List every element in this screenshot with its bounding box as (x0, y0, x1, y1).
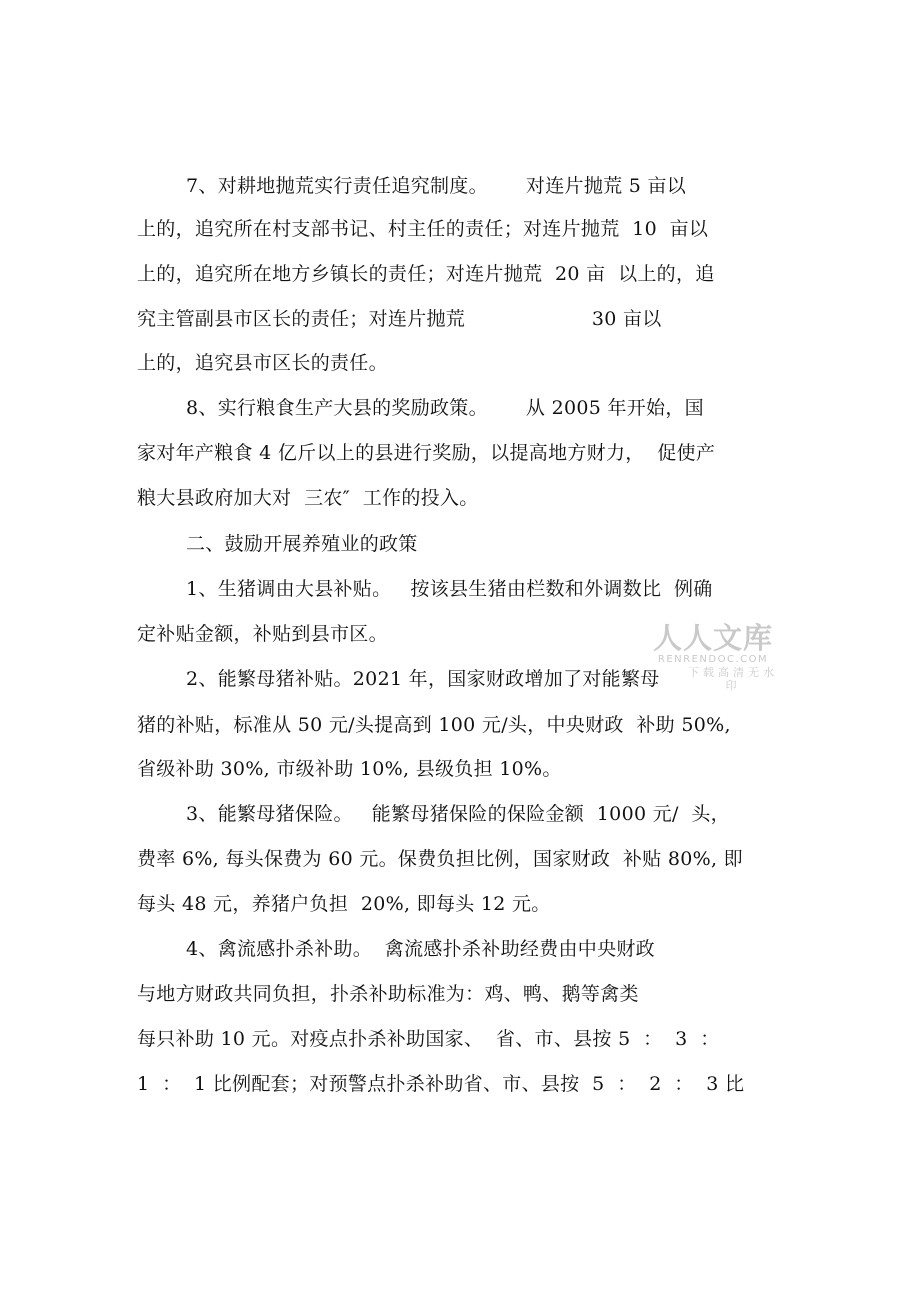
item-7-line-4: 究主管副县市区长的责任；对连片抛荒 30 亩以 (137, 308, 662, 330)
section-heading: 二、鼓励开展养殖业的政策 (186, 533, 418, 555)
livestock-item-1-line-1: 1、生猪调由大县补贴。 按该县生猪由栏数和外调数比 例确 (186, 578, 713, 600)
item-8-line-1: 8、实行粮食生产大县的奖励政策。 从 2005 年开始，国 (186, 397, 704, 419)
item-8-line-2: 家对年产粮食 4 亿斤以上的县进行奖励，以提高地方财力， 促使产 (137, 442, 716, 464)
livestock-item-4-line-2: 与地方财政共同负担，扑杀补助标准为：鸡、鸭、鹅等禽类 (137, 983, 639, 1005)
watermark-title: 人人文库 (652, 621, 773, 655)
livestock-item-2-line-3: 省级补助 30%, 市级补助 10%, 县级负担 10%。 (137, 758, 562, 780)
livestock-item-4-line-3: 每只补助 10 元。对疫点扑杀补助国家、 省、市、县按 5 ： 3 ： (137, 1028, 720, 1050)
livestock-item-4-line-4: 1 ： 1 比例配套；对预警点扑杀补助省、市、县按 5 ： 2 ： 3 比 (137, 1073, 745, 1095)
item-7-line-2: 上的，追究所在村支部书记、村主任的责任；对连片抛荒 10 亩以 (137, 218, 709, 240)
livestock-item-2-line-2: 猪的补贴，标准从 50 元/头提高到 100 元/头，中央财政 补助 50%, (137, 714, 731, 736)
watermark-domain: RENRENDOC.COM (657, 654, 769, 665)
watermark-note: 下载高清无水印 (688, 666, 778, 692)
livestock-item-2-line-1: 2、能繁母猪补贴。2021 年，国家财政增加了对能繁母 (186, 668, 660, 690)
watermark (648, 622, 778, 692)
item-8-line-3: 粮大县政府加大对 三农″ 工作的投入。 (137, 487, 479, 509)
item-7-line-3: 上的，追究所在地方乡镇长的责任；对连片抛荒 20 亩 以上的，追 (137, 263, 715, 285)
livestock-item-3-line-2: 费率 6%, 每头保费为 60 元。保费负担比例，国家财政 补贴 80%, 即 (137, 848, 743, 870)
livestock-item-3-line-3: 每头 48 元，养猪户负担 20%, 即每头 12 元。 (137, 893, 551, 915)
item-7-line-1: 7、对耕地抛荒实行责任追究制度。 对连片抛荒 5 亩以 (186, 175, 687, 197)
livestock-item-1-line-2: 定补贴金额，补贴到县市区。 (137, 623, 388, 645)
livestock-item-3-line-1: 3、能繁母猪保险。 能繁母猪保险的保险金额 1000 元/ 头， (186, 803, 730, 825)
item-7-line-5: 上的，追究县市区长的责任。 (137, 352, 388, 374)
livestock-item-4-line-1: 4、禽流感扑杀补助。 禽流感扑杀补助经费由中央财政 (186, 938, 655, 960)
